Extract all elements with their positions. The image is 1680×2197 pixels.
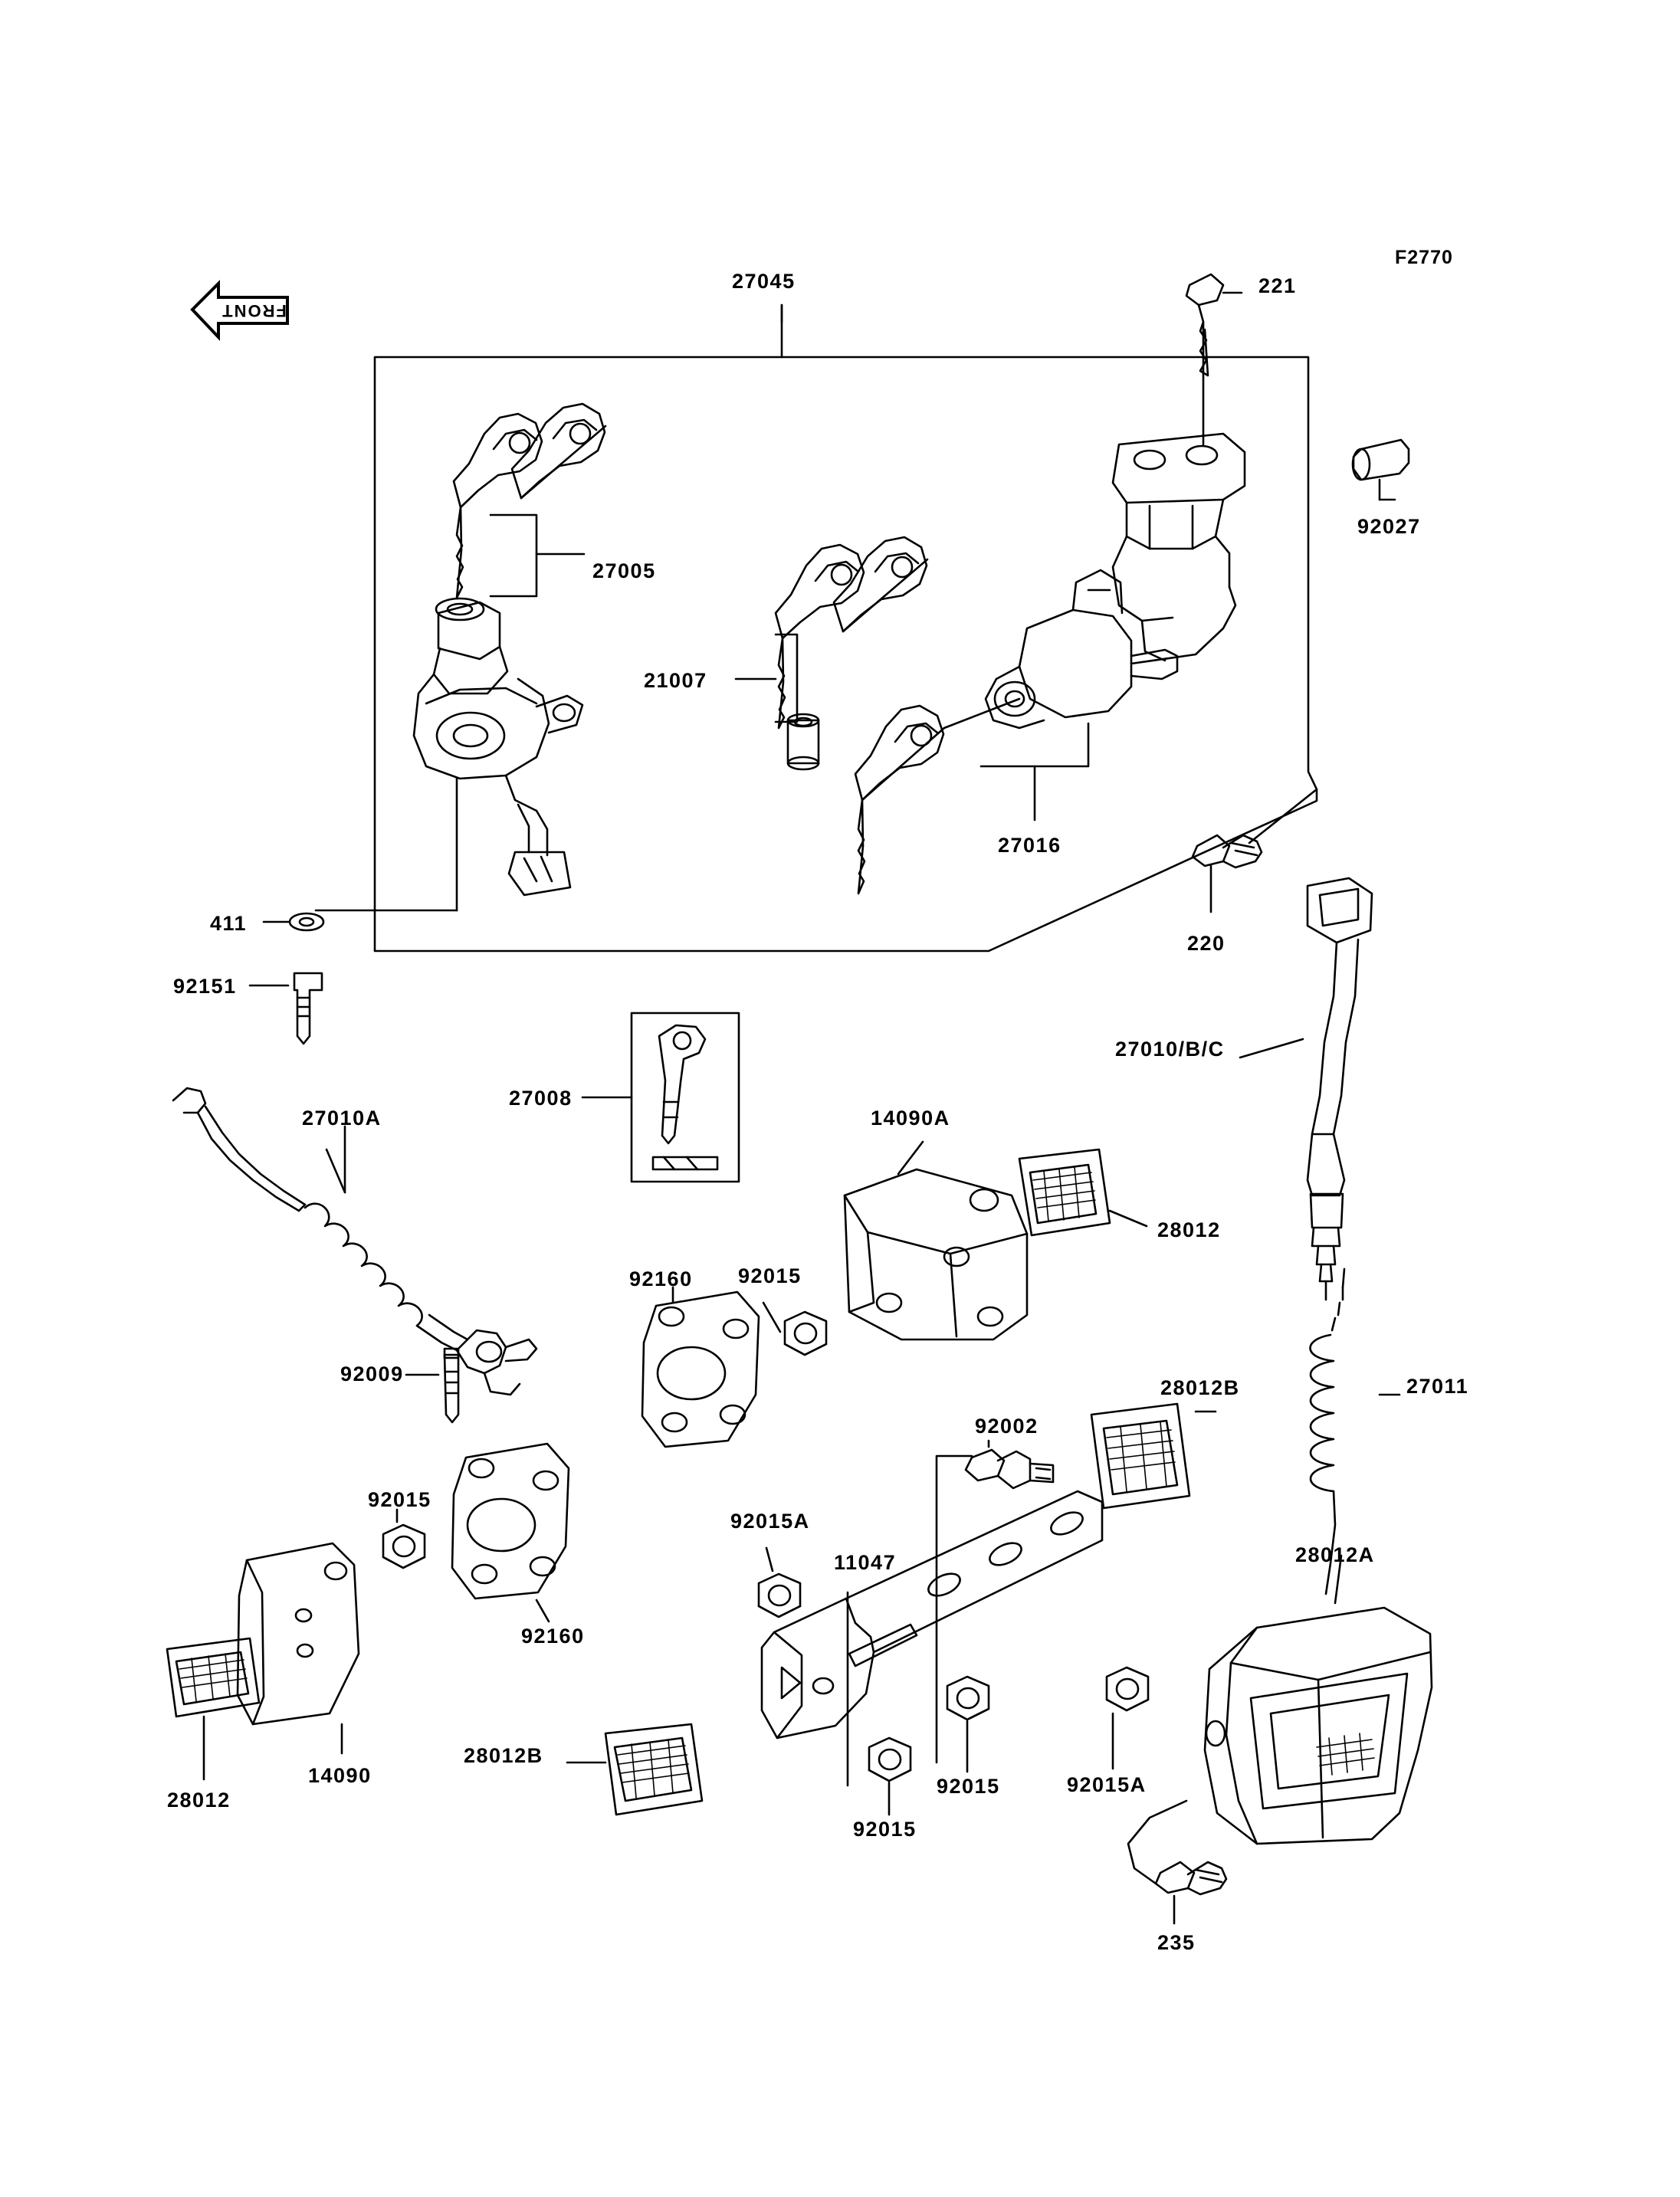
part-label-92151: 92151 <box>173 975 237 998</box>
part-label-28012b-lower: 28012B <box>464 1744 543 1767</box>
part-label-14090a: 14090A <box>871 1107 950 1130</box>
front-arrow-icon <box>186 276 294 345</box>
part-label-92015-mid-right: 92015 <box>937 1775 1000 1798</box>
sheet-code: F2770 <box>1395 247 1453 268</box>
part-label-21007: 21007 <box>644 669 707 692</box>
part-label-92027: 92027 <box>1357 515 1421 538</box>
part-label-27016: 27016 <box>998 834 1061 857</box>
part-label-28012-right: 28012 <box>1157 1218 1221 1241</box>
part-label-27010a: 27010A <box>302 1107 382 1130</box>
part-label-92015-left: 92015 <box>368 1488 431 1511</box>
part-label-27045: 27045 <box>732 270 796 293</box>
part-label-92160-upper: 92160 <box>629 1267 693 1290</box>
part-label-92009: 92009 <box>340 1362 404 1385</box>
part-label-27011: 27011 <box>1406 1375 1469 1398</box>
part-label-28012a: 28012A <box>1295 1543 1375 1566</box>
part-label-92002: 92002 <box>975 1415 1039 1438</box>
part-label-14090: 14090 <box>308 1764 372 1787</box>
part-label-92015-mid: 92015 <box>853 1818 917 1841</box>
part-label-220: 220 <box>1187 932 1226 955</box>
part-label-28012-left: 28012 <box>167 1789 231 1812</box>
part-label-411: 411 <box>210 912 248 935</box>
part-label-92015a-right: 92015A <box>1067 1773 1147 1796</box>
svg-text:FRONT: FRONT <box>221 301 287 320</box>
part-label-11047: 11047 <box>834 1551 897 1574</box>
part-label-92015a-left: 92015A <box>730 1510 810 1533</box>
part-label-92160-lower: 92160 <box>521 1625 585 1648</box>
part-label-27005: 27005 <box>592 559 656 582</box>
part-label-235: 235 <box>1157 1931 1196 1954</box>
part-label-27010bc: 27010/B/C <box>1115 1038 1225 1061</box>
part-label-92015-upper: 92015 <box>738 1264 802 1287</box>
part-label-28012b-right: 28012B <box>1160 1376 1240 1399</box>
part-label-221: 221 <box>1258 274 1297 297</box>
part-label-27008: 27008 <box>509 1087 573 1110</box>
